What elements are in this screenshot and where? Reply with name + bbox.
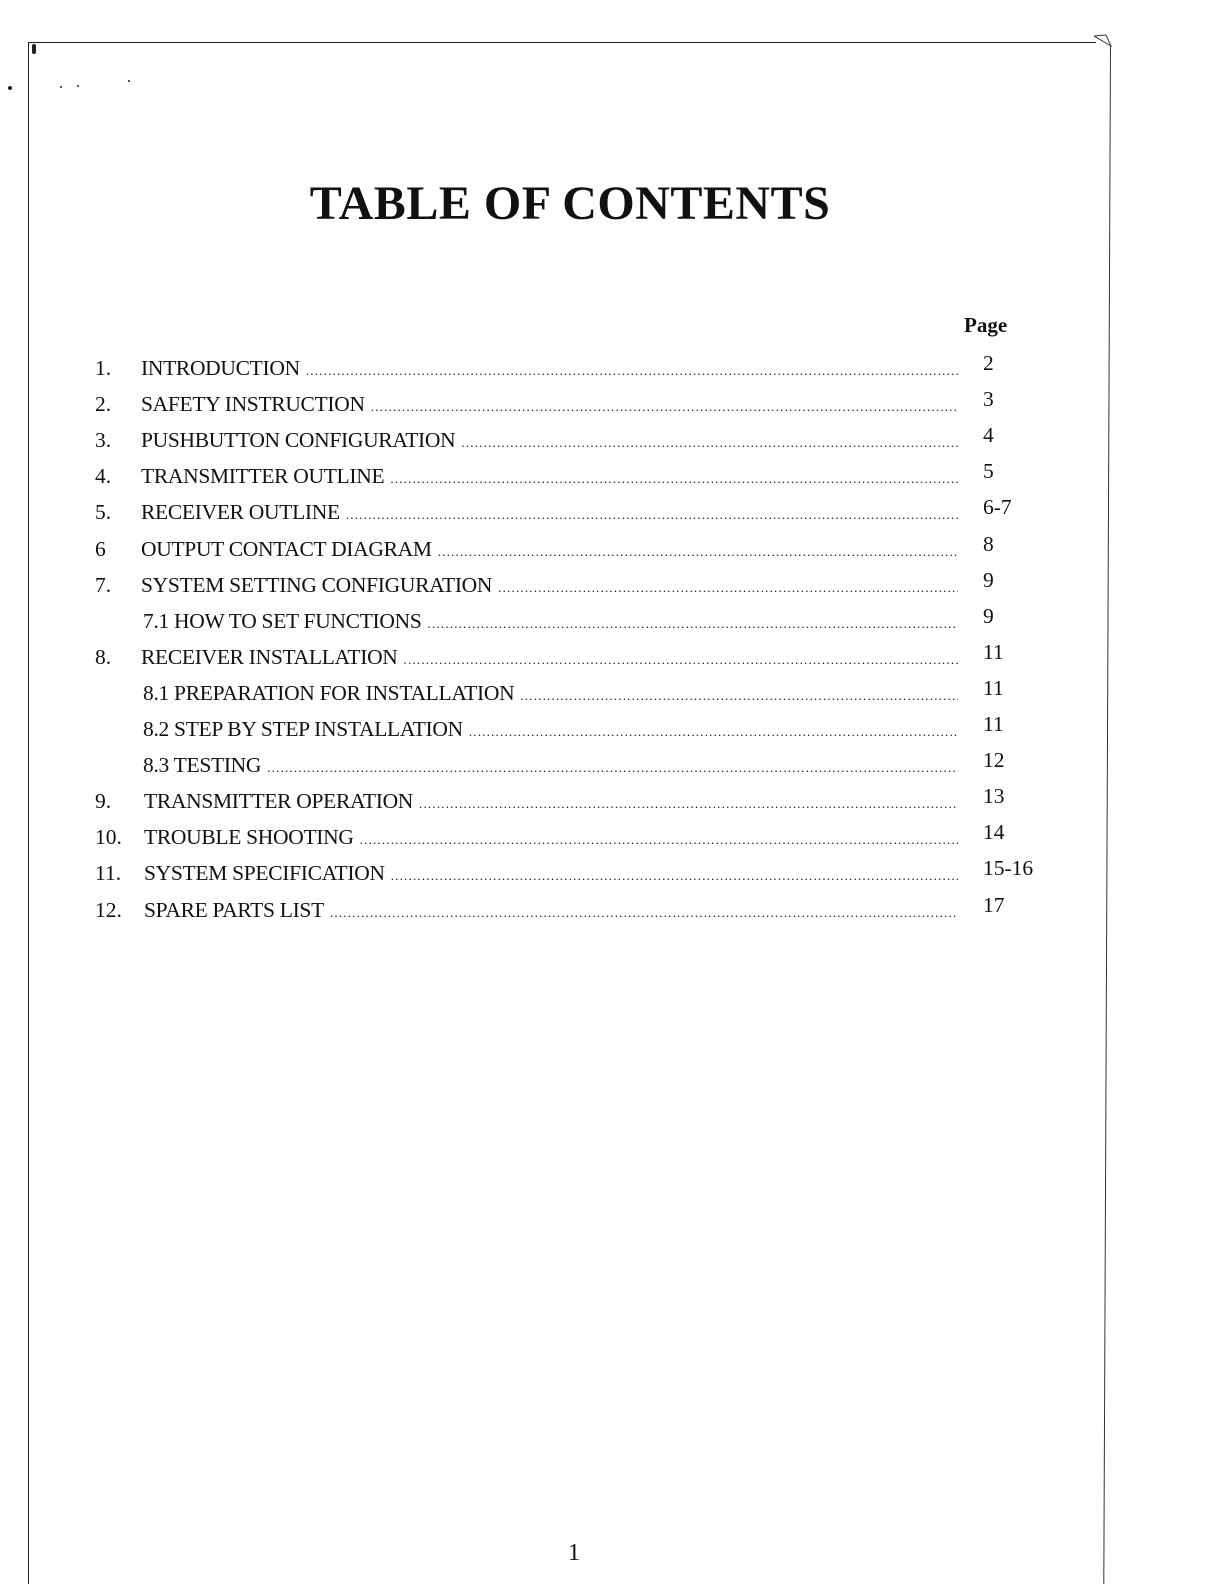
toc-row <box>0 892 1224 925</box>
toc-entry <box>141 353 958 386</box>
toc-section-number: 10. <box>95 825 122 850</box>
toc-page-number: 5 <box>983 459 994 484</box>
toc-entry-label: TROUBLE SHOOTING <box>144 825 354 850</box>
toc-section-number: 3. <box>95 428 112 453</box>
toc-row <box>0 389 1224 419</box>
toc-entry-label: RECEIVER OUTLINE <box>141 500 340 525</box>
toc-leader-dots <box>330 898 958 928</box>
toc-entry-label: 7.1 HOW TO SET FUNCTIONS <box>143 608 422 633</box>
toc-page-number: 3 <box>983 387 994 412</box>
toc-page-number: 11 <box>983 675 1004 700</box>
toc-entry <box>141 389 958 422</box>
toc-page-number: 15-16 <box>983 856 1034 881</box>
toc-row <box>0 497 1224 527</box>
toc-page-number: 9 <box>983 567 994 592</box>
toc-page-number: 17 <box>983 892 1005 917</box>
toc-page-number: 2 <box>983 351 994 375</box>
toc-section-number: 12. <box>95 897 122 922</box>
toc-leader-dots <box>520 681 958 711</box>
toc-entry-label: SYSTEM SPECIFICATION <box>144 861 385 886</box>
toc-section-number: 8. <box>95 644 112 669</box>
toc-row <box>0 531 1224 564</box>
toc-row <box>0 822 1224 852</box>
toc-entry <box>144 822 958 855</box>
toc-row <box>0 639 1224 672</box>
toc-section-number: 4. <box>95 464 112 489</box>
toc-entry <box>141 534 958 567</box>
page-number: 1 <box>568 1540 580 1566</box>
toc-page-number: 12 <box>983 748 1005 773</box>
toc-section-number: 6 <box>95 536 106 561</box>
toc-section-number: 7. <box>95 572 112 597</box>
toc-leader-dots <box>438 537 958 567</box>
toc-leader-dots <box>419 789 958 819</box>
toc-section-number: 9. <box>95 789 112 814</box>
toc-leader-dots <box>371 392 958 422</box>
toc-leader-dots <box>469 717 958 747</box>
toc-entry-label: SYSTEM SETTING CONFIGURATION <box>141 572 493 597</box>
toc-leader-dots <box>404 645 958 675</box>
toc-entry-label: 8.3 TESTING <box>143 753 262 778</box>
toc-leader-dots <box>391 861 958 891</box>
toc-page-number: 4 <box>983 423 994 448</box>
toc-entry-label: PUSHBUTTON CONFIGURATION <box>141 428 456 453</box>
toc-entry-label: OUTPUT CONTACT DIAGRAM <box>141 536 432 561</box>
toc-row <box>0 750 1224 780</box>
toc-entry-label: 8.2 STEP BY STEP INSTALLATION <box>143 717 463 741</box>
toc-row <box>0 858 1224 888</box>
toc-leader-dots <box>498 573 958 603</box>
toc-leader-dots <box>360 825 958 855</box>
toc-entry <box>143 678 958 711</box>
toc-leader-dots <box>306 356 958 386</box>
toc-entry <box>143 714 958 747</box>
toc-entry-label: SAFETY INSTRUCTION <box>141 392 365 417</box>
toc-page-number: 6-7 <box>983 495 1012 520</box>
toc-page-number: 8 <box>983 531 994 556</box>
toc-entry <box>141 497 958 530</box>
toc-entry-label: INTRODUCTION <box>141 356 300 380</box>
toc-page-number: 11 <box>983 639 1004 664</box>
document-title: TABLE OF CONTENTS <box>309 177 831 230</box>
toc-page-number: 13 <box>983 784 1005 809</box>
toc-entry <box>144 786 958 819</box>
toc-entry <box>141 425 958 458</box>
toc-entry <box>141 570 958 603</box>
toc-leader-dots <box>346 500 958 530</box>
toc-row <box>0 714 1224 744</box>
toc-section-number: 1. <box>95 356 112 380</box>
toc-leader-dots <box>428 609 958 639</box>
toc-entry-label: SPARE PARTS LIST <box>144 897 324 922</box>
toc-page-number: 11 <box>983 712 1004 736</box>
toc-row <box>0 786 1224 816</box>
toc-entry-label: RECEIVER INSTALLATION <box>141 644 398 669</box>
page-column-header: Page <box>964 313 1008 337</box>
toc-section-number: 11. <box>95 861 122 886</box>
toc-section-number: 5. <box>95 500 112 525</box>
toc-entry <box>141 642 958 675</box>
toc-entry <box>143 606 958 639</box>
toc-entry-label: 8.1 PREPARATION FOR INSTALLATION <box>143 680 515 705</box>
toc-row <box>0 461 1224 491</box>
toc-row <box>0 567 1224 600</box>
toc-page-number: 14 <box>983 820 1005 845</box>
toc-entry <box>143 750 958 783</box>
toc-section-number: 2. <box>95 392 112 417</box>
toc-row <box>0 425 1224 455</box>
toc-row <box>0 603 1224 636</box>
toc-entry-label: TRANSMITTER OUTLINE <box>141 464 385 489</box>
toc-leader-dots <box>267 753 958 783</box>
toc-leader-dots <box>390 464 958 494</box>
toc-page-number: 9 <box>983 603 994 628</box>
toc-entry <box>144 895 958 928</box>
toc-entry <box>141 461 958 494</box>
toc-row <box>0 675 1224 708</box>
toc-leader-dots <box>461 428 958 458</box>
toc-entry-label: TRANSMITTER OPERATION <box>144 789 414 814</box>
toc-row <box>0 353 1224 383</box>
toc-entry <box>144 858 958 891</box>
